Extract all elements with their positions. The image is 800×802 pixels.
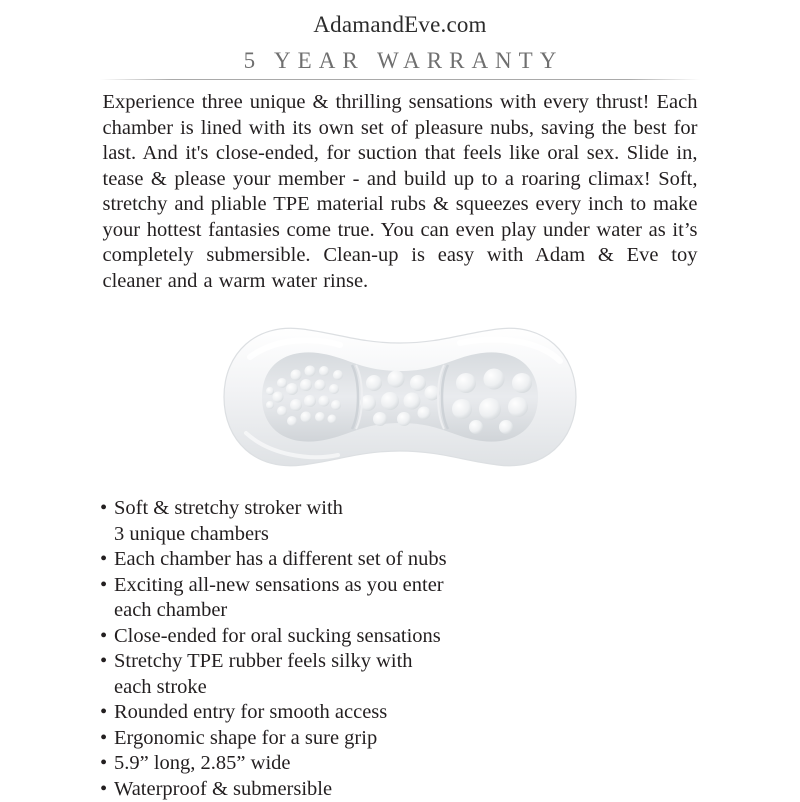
product-image [0, 312, 800, 482]
stroker-illustration [210, 313, 590, 481]
list-item [100, 573, 700, 624]
list-item [100, 700, 700, 726]
bullet-icon: • [100, 496, 107, 522]
bullet-icon: • [100, 573, 107, 599]
feature-text: Each chamber has a different set of nubs [114, 547, 700, 573]
warranty-label: 5 YEAR WARRANTY [100, 46, 700, 76]
list-item [100, 751, 700, 777]
list-item [100, 547, 700, 573]
bullet-icon: • [100, 547, 107, 573]
feature-text: Rounded entry for smooth access [114, 700, 700, 726]
bullet-icon: • [100, 726, 107, 752]
feature-text: Soft & stretchy stroker with 3 unique chambers [114, 496, 700, 547]
feature-text: Exciting all-new sensations as you enter each chamber [114, 573, 700, 624]
feature-text: 5.9” long, 2.85” wide [114, 751, 700, 777]
bullet-icon: • [100, 751, 107, 777]
list-item [100, 649, 700, 700]
bullet-icon: • [100, 624, 107, 650]
feature-text: Waterproof & submersible [114, 777, 700, 802]
feature-list [100, 496, 700, 802]
feature-text: Ergonomic shape for a sure grip [114, 726, 700, 752]
list-item [100, 777, 700, 802]
bullet-icon: • [100, 777, 107, 802]
feature-text: Stretchy TPE rubber feels silky with each stroke [114, 649, 700, 700]
bullet-icon: • [100, 649, 107, 675]
list-item [100, 726, 700, 752]
list-item [100, 624, 700, 650]
warranty-banner [100, 46, 700, 80]
bullet-icon: • [100, 700, 107, 726]
brand-title: AdamandEve.com [0, 0, 800, 38]
list-item [100, 496, 700, 547]
product-description: Experience three unique & thrilling sensations with every thrust! Each chamber is lined with its own set of pleasure nubs, saving the best for last. And it's close-ended, for suction that feels like oral sex. Slide in, tease & please your member - and build up to a roaring climax! Soft, stretchy and pliable TPE material rubs & squeezes every inch to make your hottest fantasies come true. You can even play under water as it’s completely submersible. Clean-up is easy with Adam & Eve toy cleaner and a warm water rinse. [103, 90, 698, 294]
feature-text: Close-ended for oral sucking sensations [114, 624, 700, 650]
divider-line [100, 79, 700, 80]
